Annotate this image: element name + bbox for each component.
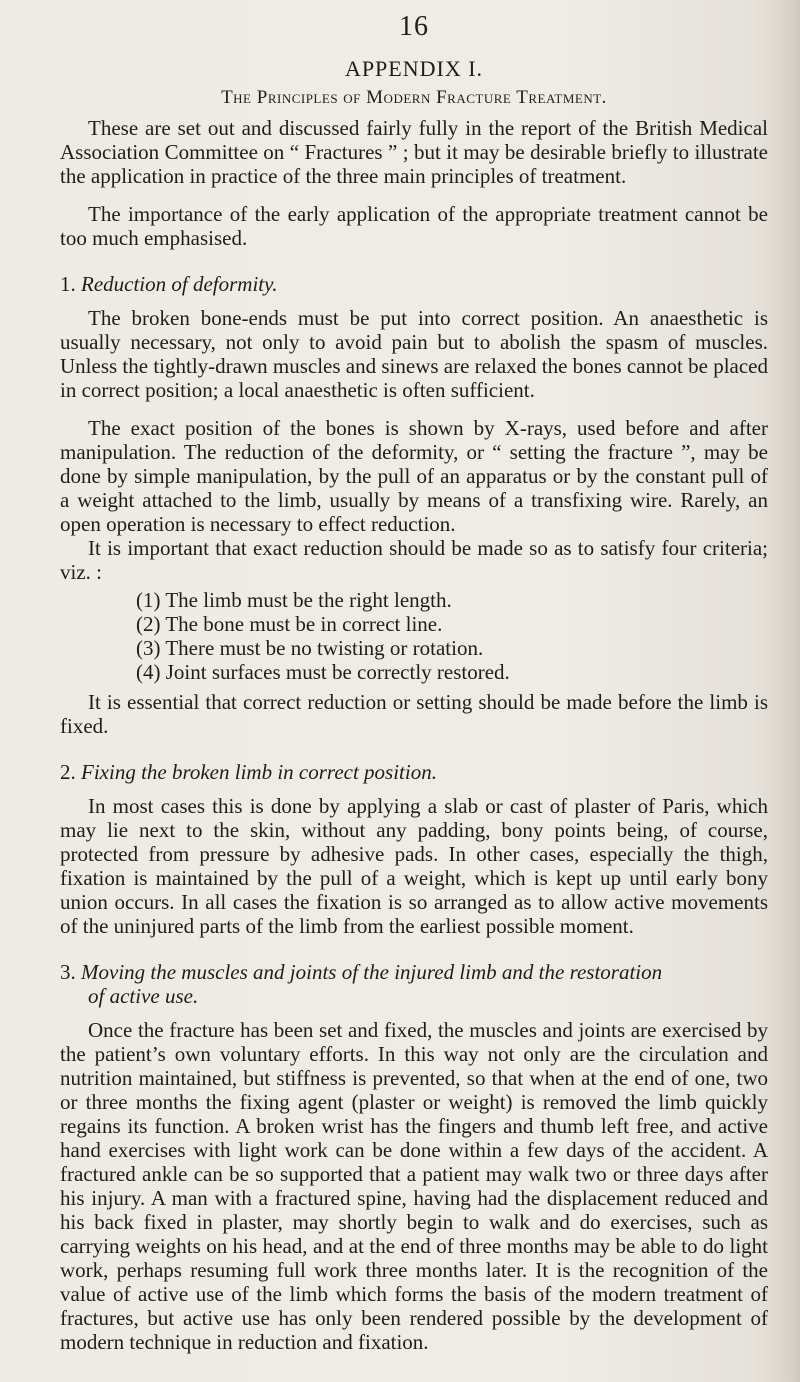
section-paragraph: In most cases this is done by applying a slab or cast of plaster of Paris, which may lie next to the skin, without any padding, bony points being, of course, protected from pressure by adhesive pads. In other cases, especially the thigh, fixation is maintained by the pull of a weight, which is kept up until early bony union occurs. In all cases the fixation is so arranged as to allow active movements of the uninjured parts of the limb from the earliest possible moment.	[60, 794, 768, 938]
section-heading-fixing	[60, 760, 768, 784]
criteria-item: (3) There must be no twisting or rotation.	[136, 636, 484, 660]
section-title-continuation: of active use.	[88, 984, 199, 1008]
section-title: Reduction of deformity.	[81, 272, 278, 296]
section-paragraph: The broken bone-ends must be put into correct position. An anaesthetic is usually necessary, not only to avoid pain but to abolish the spasm of muscles. Unless the tightly-drawn muscles and sinews are relaxed the bones cannot be placed in correct position; a local anaesthetic is often sufficient.	[60, 306, 768, 402]
section-title: Fixing the broken limb in correct position.	[81, 760, 437, 784]
intro-paragraph: These are set out and discussed fairly fully in the report of the British Medical Association Committee on “ Fractures ” ; but it may be desirable briefly to illustrate the application in practice of the three main principles of treatment.	[60, 116, 768, 188]
appendix-subheading: The Principles of Modern Fracture Treatment.	[221, 87, 607, 108]
section-paragraph: It is important that exact reduction should be made so as to satisfy four criteria; viz. :	[60, 536, 768, 584]
section-paragraph: The exact position of the bones is shown by X-rays, used before and after manipulation. The reduction of the deformity, or “ setting the fracture ”, may be done by simple manipulation, by the pull of an apparatus or by the constant pull of a weight attached to the limb, usually by means of a transfixing wire. Rarely, an open operation is necessary to effect reduction.	[60, 416, 768, 536]
page-number: 16	[399, 11, 429, 42]
criteria-item: (4) Joint surfaces must be correctly restored.	[136, 660, 510, 684]
section-paragraph: It is essential that correct reduction or setting should be made before the limb is fixed.	[60, 690, 768, 738]
appendix-heading: APPENDIX I.	[344, 56, 484, 81]
section-heading-reduction	[60, 272, 768, 296]
criteria-item: (1) The limb must be the right length.	[136, 588, 452, 612]
criteria-item: (2) The bone must be in correct line.	[136, 612, 443, 636]
page-content	[60, 10, 768, 1354]
criteria-list	[60, 588, 768, 684]
section-number: 1.	[60, 272, 76, 296]
section-paragraph: Once the fracture has been set and fixed, the muscles and joints are exercised by the patient’s own voluntary efforts. In this way not only are the circulation and nutrition maintained, but stiffness is prevented, so that when at the end of one, two or three months the fixing agent (plaster or weight) is removed the limb quickly regains its function. A broken wrist has the fingers and thumb left free, and active hand exercises with light work can be done within a few days of the accident. A fractured ankle can be so supported that a patient may walk two or three days after his injury. A man with a fractured spine, having had the displacement reduced and his back fixed in plaster, may shortly begin to walk and do exercises, such as carrying weights on his head, and at the end of three months may be able to do light work, perhaps resuming full work three months later. It is the recognition of the value of active use of the limb which forms the basis of the modern treatment of fractures, but active use has only been rendered possible by the development of modern technique in reduction and fixation.	[60, 1018, 768, 1354]
section-heading-moving	[60, 960, 768, 1008]
section-number: 2.	[60, 760, 76, 784]
section-number: 3.	[60, 960, 76, 984]
page-edge-shadow	[774, 0, 800, 1382]
section-title: Moving the muscles and joints of the injured limb and the restoration	[81, 960, 663, 984]
intro-paragraph: The importance of the early application of the appropriate treatment cannot be too much emphasised.	[60, 202, 768, 250]
